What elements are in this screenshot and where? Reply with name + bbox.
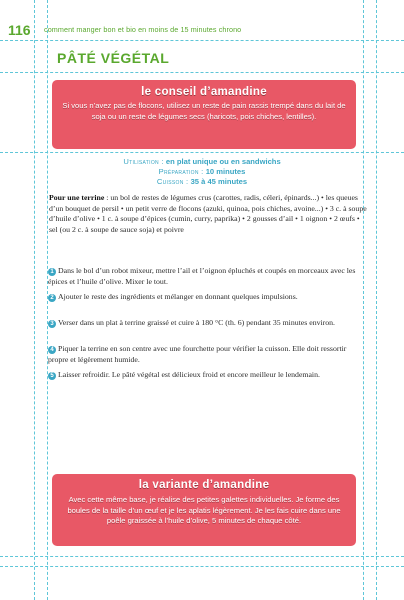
guide-line [0,566,404,567]
step-text: Verser dans un plat à terrine graissé et cuire à 180 °C (th. 6) pendant 35 minutes environ. [58,318,336,327]
ingredients-lead: Pour une terrine [49,193,105,202]
prep-value: 10 minutes [205,167,246,177]
guide-line [34,0,35,600]
ingredients-text: : un bol de restes de légumes crus (carottes, radis, céleri, épinards...) • les queues d’un bouquet de persil • un petit verre de flocons (azuki, quinoa, pois chiches, avoine...) • [49,193,358,213]
tip-text: Si vous n’avez pas de flocons, utilisez un reste de pain rassis trempé dans du lait de soja ou un reste de légumes secs (haricots, pois chiches, lentilles). [62,101,346,121]
step-item [48,292,368,303]
running-head: comment manger bon et bio en moins de 15 minutes chrono [44,25,242,34]
cook-label: Cuisson : [156,177,189,187]
guide-line [0,72,404,73]
step-text: Piquer la terrine en son centre avec une fourchette pour vérifier la cuisson. Elle doit ressortir propre et légèrement humide. [48,344,347,364]
step-item [48,344,368,365]
step-text: Dans le bol d’un robot mixeur, mettre l’ail et l’oignon épluchés et coupés en morceaux avec les épices et l’huile d’olive. Mixer le tout. [48,266,356,286]
page-number: 116 [8,22,31,38]
variant-title: la variante d’amandine [138,479,270,491]
tip-box [52,80,356,149]
prep-label: Préparation : [158,167,204,177]
tip-title: le conseil d’amandine [141,86,267,98]
step-number-icon: 1 [48,268,56,276]
usage-label: Utilisation : [123,157,164,166]
step-number-icon: 3 [48,320,56,328]
step-item [48,318,368,329]
recipe-info [0,157,404,188]
guide-line [376,0,377,600]
page-title: PÂTÉ VÉGÉTAL [57,50,170,66]
variant-box [52,474,356,546]
step-number-icon: 2 [48,294,56,302]
step-number-icon: 5 [48,372,56,380]
usage-value: en plat unique ou en sandwichs [165,157,281,166]
step-text: Ajouter le reste des ingrédients et mélanger en donnant quelques impulsions. [58,292,298,301]
step-text: Laisser refroidir. Le pâté végétal est délicieux froid et encore meilleur le lendemain. [58,370,320,379]
step-item [48,266,368,287]
step-number-icon: 4 [48,346,56,354]
cook-line [0,177,404,187]
usage-line [0,157,404,167]
cook-value: 35 à 45 minutes [190,177,248,187]
variant-text: Avec cette même base, je réalise des petites galettes individuelles. Je forme des boules de la taille d’un œuf et je les aplatis légèrement. Je les fais cuire dans une poêle graissée à l’huile d’olive, 5 minutes de chaque côté. [67,495,341,526]
guide-line [0,40,404,41]
prep-line [0,167,404,177]
guide-line [0,152,404,153]
ingredients-text-end: 3 c. à soupe d’huile d’olive • 1 c. à soupe d’épices (cumin, curry, paprika) • 2 gousses d’ail • 1 oignon • 2 œufs • sel (ou 2 c. à soupe de sauce soja) et poivre [49,203,367,234]
guide-line [0,556,404,557]
ingredients-paragraph [49,193,367,235]
step-item [48,370,368,381]
